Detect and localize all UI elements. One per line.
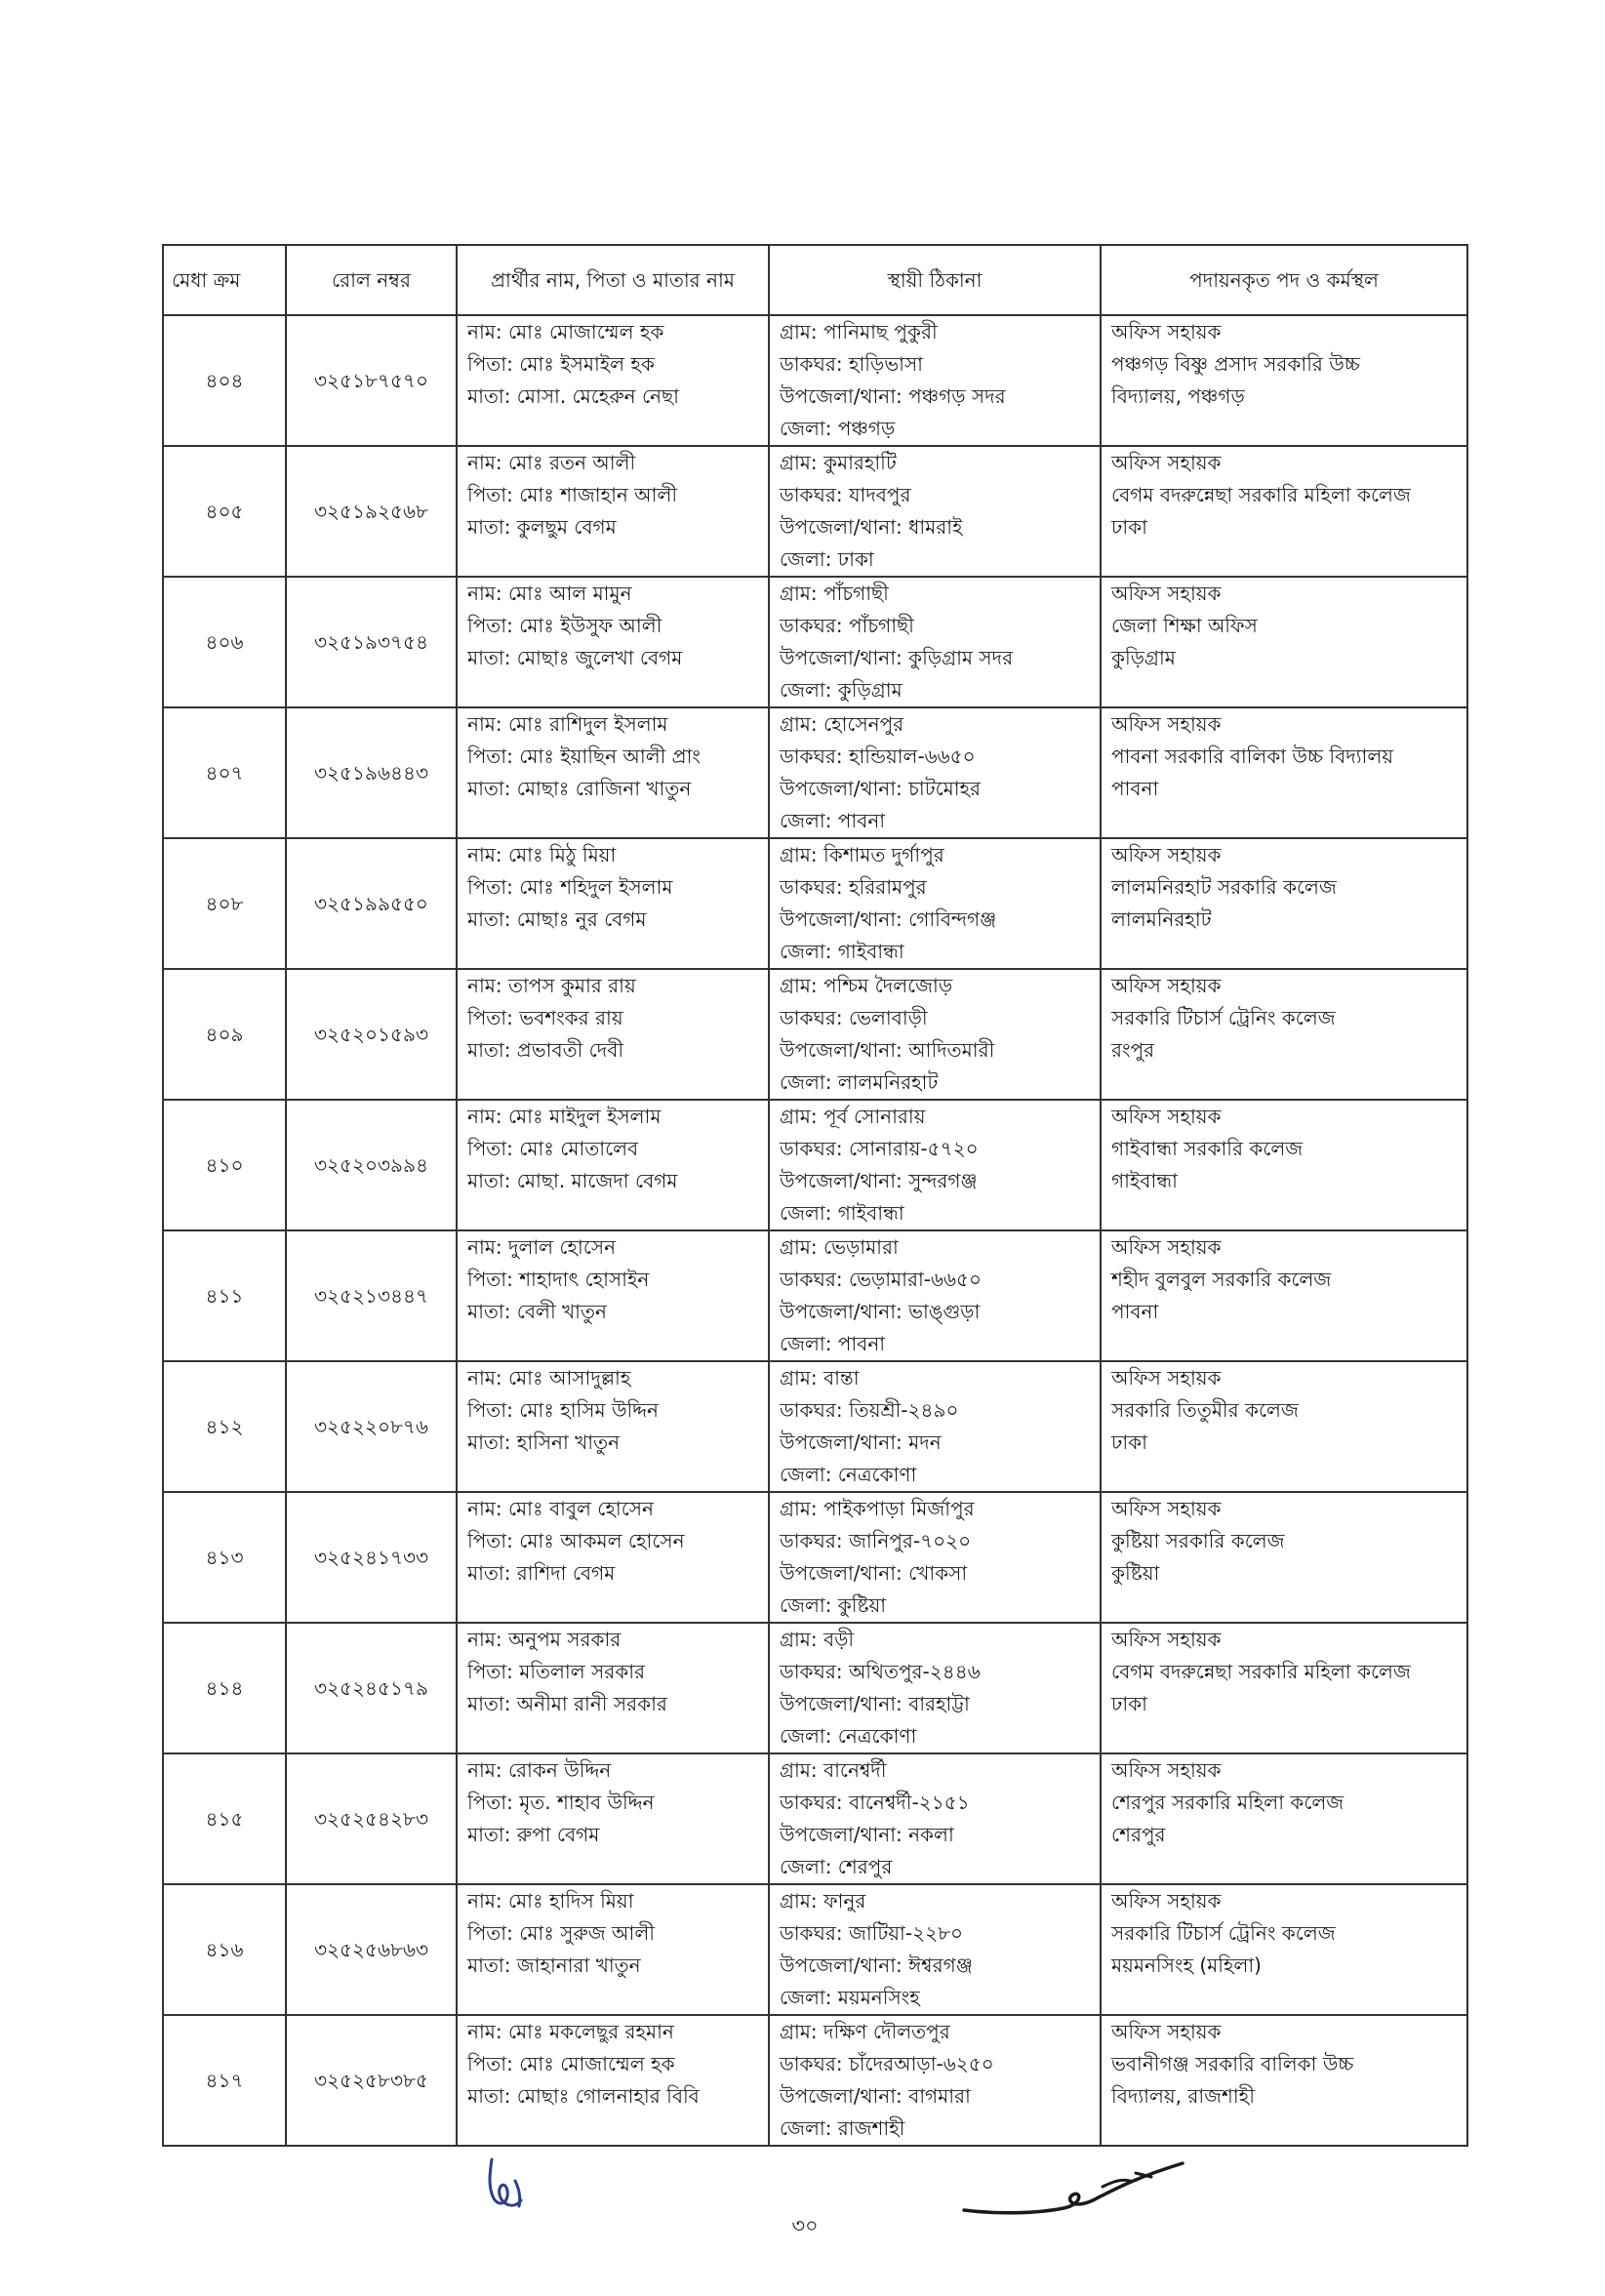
address-cell-line: গ্রাম: ভেড়ামারা [780,1235,899,1259]
merit-cell: ৪০৭ [163,707,286,838]
merit-cell: ৪০৫ [163,446,286,577]
address-cell-line: ডাকঘর: হাড়িভাসা [780,352,923,376]
address-cell [769,1100,1101,1230]
address-cell-line: ডাকঘর: সোনারায়-৫৭২০ [780,1137,979,1160]
address-cell-line: গ্রাম: পূর্ব সোনারায় [780,1105,926,1128]
merit-cell: ৪০৮ [163,838,286,969]
posting-cell-line: পাবনা [1111,777,1159,800]
posting-cell-line: বেগম বদরুন্নেছা সরকারি মহিলা কলেজ [1111,483,1411,506]
candidate-name-cell-line: পিতা: মোঃ ইউসুফ আলী [467,614,662,637]
posting-cell-line: অফিস সহায়ক [1111,1235,1222,1259]
address-cell-line: উপজেলা/থানা: আদিতমারী [780,1038,995,1062]
candidate-name-cell-line: নাম: মোঃ মোজাম্মেল হক [467,320,664,343]
roll-cell: ৩২৫২০১৫৯৩ [286,969,457,1100]
table-row [163,315,1467,446]
posting-cell [1101,1100,1467,1230]
candidate-name-cell [457,315,769,446]
candidate-name-cell-line: নাম: দুলাল হোসেন [467,1235,617,1259]
candidate-name-cell-line: পিতা: মোঃ সুরুজ আলী [467,1921,656,1945]
address-cell [769,577,1101,707]
candidate-name-cell [457,707,769,838]
candidate-name-cell-line: পিতা: মোঃ হাসিম উদ্দিন [467,1398,659,1422]
address-cell-line: ডাকঘর: হান্ডিয়াল-৬৬৫০ [780,745,976,768]
posting-cell [1101,1753,1467,1884]
address-cell-line: জেলা: কুষ্টিয়া [780,1593,887,1617]
posting-cell [1101,1884,1467,2015]
address-cell-line: উপজেলা/থানা: গোবিন্দগঞ্জ [780,907,997,931]
address-cell-line: উপজেলা/থানা: বারহাট্টা [780,1692,970,1715]
merit-cell: ৪০৬ [163,577,286,707]
merit-cell: ৪০৪ [163,315,286,446]
posting-cell [1101,2015,1467,2146]
candidate-name-cell [457,446,769,577]
address-cell-line: গ্রাম: বানেশ্বর্দী [780,1758,887,1782]
candidate-name-cell-line: মাতা: মোছাঃ নুর বেগম [467,907,647,931]
posting-cell-line: ময়মনসিংহ (মহিলা) [1111,1954,1262,1977]
address-cell-line: গ্রাম: পশ্চিম দৈলজোড় [780,974,953,997]
address-cell [769,1361,1101,1492]
address-cell-line: ডাকঘর: যাদবপুর [780,483,911,506]
posting-cell-line: অফিস সহায়ক [1111,320,1222,343]
candidate-name-cell-line: মাতা: অনীমা রানী সরকার [467,1692,667,1715]
roll-cell: ৩২৫২৫৬৮৬৩ [286,1884,457,2015]
posting-cell-line: রংপুর [1111,1038,1155,1062]
posting-cell [1101,969,1467,1100]
address-cell-line: গ্রাম: দক্ষিণ দৌলতপুর [780,2020,950,2043]
address-cell-line: ডাকঘর: জাটিয়া-২২৮০ [780,1921,964,1945]
roll-cell: ৩২৫২২০৮৭৬ [286,1361,457,1492]
posting-cell-line: শেরপুর [1111,1823,1166,1846]
candidate-name-cell-line: নাম: মোঃ মাইদুল ইসলাম [467,1105,662,1128]
address-cell-line: উপজেলা/থানা: পঞ্চগড় সদর [780,384,1006,408]
candidate-name-cell-line: নাম: তাপস কুমার রায় [467,974,636,997]
posting-cell-line: অফিস সহায়ক [1111,2020,1222,2043]
address-cell-line: উপজেলা/থানা: বাগমারা [780,2084,971,2108]
posting-cell-line: অফিস সহায়ক [1111,1628,1222,1651]
posting-cell-line: কুষ্টিয়া সরকারি কলেজ [1111,1529,1285,1552]
candidate-name-cell [457,969,769,1100]
table-row [163,707,1467,838]
address-cell [769,838,1101,969]
address-cell-line: জেলা: নেত্রকোণা [780,1724,917,1748]
candidate-name-cell-line: নাম: মোঃ বাবুল হোসেন [467,1497,654,1520]
table-body [163,315,1467,2146]
posting-cell-line: লালমনিরহাট [1111,907,1212,931]
posting-cell-line: অফিস সহায়ক [1111,1889,1222,1913]
candidate-name-cell-line: পিতা: মোঃ শহিদুল ইসলাম [467,875,673,899]
address-cell-line: জেলা: পাবনা [780,1332,886,1355]
address-cell [769,2015,1101,2146]
header-merit: মেধা ক্রম [163,245,286,315]
posting-cell-line: অফিস সহায়ক [1111,1366,1222,1390]
candidate-name-cell-line: মাতা: মোছা. মাজেদা বেগম [467,1169,678,1192]
table-row [163,577,1467,707]
header-address: স্থায়ী ঠিকানা [769,245,1101,315]
posting-cell-line: ঢাকা [1111,515,1147,539]
address-cell-line: গ্রাম: বান্তা [780,1366,860,1390]
posting-cell-line: ভবানীগঞ্জ সরকারি বালিকা উচ্চ [1111,2052,1354,2075]
address-cell [769,315,1101,446]
address-cell-line: উপজেলা/থানা: ভাঙ্গুড়া [780,1300,981,1323]
merit-cell: ৪১০ [163,1100,286,1230]
posting-cell [1101,1230,1467,1361]
candidate-name-cell-line: নাম: মোঃ হাদিস মিয়া [467,1889,634,1913]
address-cell-line: গ্রাম: ফানুর [780,1889,866,1913]
roll-cell: ৩২৫১৯৬৪৪৩ [286,707,457,838]
address-cell [769,707,1101,838]
address-cell-line: জেলা: গাইবান্ধা [780,1201,904,1225]
merit-cell: ৪১২ [163,1361,286,1492]
candidate-name-cell-line: মাতা: রাশিদা বেগম [467,1561,616,1585]
roll-cell: ৩২৫২৪১৭৩৩ [286,1492,457,1623]
roll-cell: ৩২৫২৪৫১৭৯ [286,1623,457,1753]
address-cell-line: ডাকঘর: হরিরামপুর [780,875,927,899]
posting-cell-line: অফিস সহায়ক [1111,974,1222,997]
merit-cell: ৪১৩ [163,1492,286,1623]
candidate-name-cell [457,1753,769,1884]
posting-cell [1101,1623,1467,1753]
candidate-name-cell-line: নাম: মোঃ আসাদুল্লাহ [467,1366,631,1390]
posting-cell-line: জেলা শিক্ষা অফিস [1111,614,1258,637]
posting-cell-line: বেগম বদরুন্নেছা সরকারি মহিলা কলেজ [1111,1660,1411,1683]
handwritten-initial-left [470,2152,548,2220]
address-cell [769,1753,1101,1884]
address-cell-line: জেলা: পাবনা [780,809,886,832]
candidate-name-cell-line: মাতা: কুলছুম বেগম [467,515,617,539]
posting-cell-line: পঞ্চগড় বিষ্ণু প্রসাদ সরকারি উচ্চ [1111,352,1360,376]
address-cell-line: গ্রাম: পাইকপাড়া মির্জাপুর [780,1497,975,1520]
candidate-name-cell-line: মাতা: প্রভাবতী দেবী [467,1038,624,1062]
roll-cell: ৩২৫১৯৩৭৫৪ [286,577,457,707]
candidate-name-cell-line: মাতা: হাসিনা খাতুন [467,1430,621,1454]
table-row [163,2015,1467,2146]
address-cell-line: জেলা: নেত্রকোণা [780,1463,917,1486]
candidate-name-cell [457,2015,769,2146]
posting-cell-line: অফিস সহায়ক [1111,843,1222,866]
candidate-name-cell [457,1100,769,1230]
candidate-name-cell-line: পিতা: মোঃ মোজাম্মেল হক [467,2052,675,2075]
address-cell-line: উপজেলা/থানা: মদন [780,1430,942,1454]
candidate-name-cell [457,1623,769,1753]
posting-cell [1101,1361,1467,1492]
posting-cell [1101,838,1467,969]
posting-cell-line: বিদ্যালয়, রাজশাহী [1111,2084,1255,2108]
address-cell [769,969,1101,1100]
address-cell-line: জেলা: রাজশাহী [780,2116,905,2140]
posting-cell [1101,446,1467,577]
table-row [163,969,1467,1100]
candidate-name-cell-line: নাম: মোঃ মিঠু মিয়া [467,843,617,866]
address-cell-line: জেলা: লালমনিরহাট [780,1070,939,1094]
posting-cell-line: অফিস সহায়ক [1111,1105,1222,1128]
candidate-name-cell-line: নাম: মোঃ রাশিদুল ইসলাম [467,712,668,736]
merit-cell: ৪১৭ [163,2015,286,2146]
address-cell-line: উপজেলা/থানা: সুন্দরগঞ্জ [780,1169,978,1192]
table-row [163,1230,1467,1361]
merit-cell: ৪১১ [163,1230,286,1361]
candidate-name-cell-line: নাম: মোঃ রতন আলী [467,451,636,474]
address-cell-line: গ্রাম: পাঁচগাছী [780,582,889,605]
table-row [163,838,1467,969]
posting-cell-line: অফিস সহায়ক [1111,712,1222,736]
posting-cell-line: কুড়িগ্রাম [1111,646,1176,669]
address-cell-line: উপজেলা/থানা: ধামরাই [780,515,963,539]
posting-cell-line: সরকারি টিচার্স ট্রেনিং কলেজ [1111,1921,1336,1945]
roll-cell: ৩২৫১৮৭৫৭০ [286,315,457,446]
posting-cell-line: অফিস সহায়ক [1111,1758,1222,1782]
address-cell-line: জেলা: গাইবান্ধা [780,940,904,963]
address-cell-line: ডাকঘর: পাঁচগাছী [780,614,914,637]
posting-cell-line: সরকারি তিতুমীর কলেজ [1111,1398,1299,1422]
posting-cell-line: কুষ্টিয়া [1111,1561,1160,1585]
address-cell-line: জেলা: কুড়িগ্রাম [780,678,903,702]
address-cell-line: উপজেলা/থানা: ঈশ্বরগঞ্জ [780,1954,973,1977]
posting-cell-line: অফিস সহায়ক [1111,451,1222,474]
merit-list-table [162,244,1468,2147]
table-header-row [163,245,1467,315]
posting-cell-line: শহীদ বুলবুল সরকারি কলেজ [1111,1268,1332,1291]
address-cell-line: ডাকঘর: ভেলাবাড়ী [780,1006,928,1029]
candidate-name-cell-line: পিতা: ভবশংকর রায় [467,1006,623,1029]
roll-cell: ৩২৫১৯৯৫৫০ [286,838,457,969]
address-cell [769,1884,1101,2015]
posting-cell [1101,707,1467,838]
roll-cell: ৩২৫২৫৮৩৮৫ [286,2015,457,2146]
candidate-name-cell-line: মাতা: বেলী খাতুন [467,1300,607,1323]
candidate-name-cell [457,838,769,969]
candidate-name-cell-line: পিতা: মতিলাল সরকার [467,1660,646,1683]
candidate-name-cell-line: পিতা: মোঃ ইসমাইল হক [467,352,655,376]
address-cell-line: উপজেলা/থানা: চাটমোহর [780,777,982,800]
posting-cell-line: গাইবান্ধা [1111,1169,1178,1192]
address-cell-line: উপজেলা/থানা: নকলা [780,1823,954,1846]
header-roll: রোল নম্বর [286,245,457,315]
address-cell-line: গ্রাম: পানিমাছ পুকুরী [780,320,938,343]
address-cell [769,1492,1101,1623]
address-cell-line: জেলা: শেরপুর [780,1855,893,1878]
address-cell [769,1230,1101,1361]
table-row [163,1361,1467,1492]
page-number: ৩০ [791,2214,819,2237]
address-cell [769,1623,1101,1753]
candidate-name-cell-line: মাতা: রুপা বেগম [467,1823,600,1846]
merit-cell: ৪১৬ [163,1884,286,2015]
merit-cell: ৪১৫ [163,1753,286,1884]
candidate-name-cell [457,1884,769,2015]
address-cell [769,446,1101,577]
address-cell-line: উপজেলা/থানা: কুড়িগ্রাম সদর [780,646,1014,669]
posting-cell-line: বিদ্যালয়, পঞ্চগড় [1111,384,1245,408]
candidate-name-cell-line: পিতা: মোঃ আকমল হোসেন [467,1529,685,1552]
address-cell-line: ডাকঘর: বানেশ্বর্দী-২১৫১ [780,1791,970,1814]
merit-cell: ৪১৪ [163,1623,286,1753]
posting-cell [1101,577,1467,707]
posting-cell-line: অফিস সহায়ক [1111,1497,1222,1520]
table-row [163,1884,1467,2015]
candidate-name-cell-line: মাতা: জাহানারা খাতুন [467,1954,641,1977]
address-cell-line: ডাকঘর: তিয়শ্রী-২৪৯০ [780,1398,959,1422]
candidate-name-cell-line: নাম: মোঃ মকলেছুর রহমান [467,2020,674,2043]
address-cell-line: গ্রাম: হোসেনপুর [780,712,904,736]
posting-cell-line: শেরপুর সরকারি মহিলা কলেজ [1111,1791,1344,1814]
candidate-name-cell-line: পিতা: মৃত. শাহাব উদ্দিন [467,1791,655,1814]
candidate-name-cell-line: মাতা: মোছাঃ রোজিনা খাতুন [467,777,692,800]
candidate-name-cell [457,577,769,707]
address-cell-line: জেলা: ঢাকা [780,547,874,571]
candidate-name-cell-line: মাতা: মোছাঃ গোলনাহার বিবি [467,2084,700,2108]
address-cell-line: গ্রাম: কুমারহাটি [780,451,897,474]
candidate-name-cell-line: পিতা: মোঃ শাজাহান আলী [467,483,678,506]
posting-cell-line: পাবনা [1111,1300,1159,1323]
candidate-name-cell-line: নাম: মোঃ আল মামুন [467,582,632,605]
posting-cell [1101,1492,1467,1623]
candidate-name-cell-line: পিতা: মোঃ ইয়াছিন আলী প্রাং [467,745,702,768]
roll-cell: ৩২৫১৯২৫৬৮ [286,446,457,577]
address-cell-line: গ্রাম: কিশামত দুর্গাপুর [780,843,944,866]
table-row [163,1100,1467,1230]
candidate-name-cell-line: মাতা: মোছাঃ জুলেখা বেগম [467,646,683,669]
posting-cell-line: গাইবান্ধা সরকারি কলেজ [1111,1137,1304,1160]
address-cell-line: জেলা: পঞ্চগড় [780,417,896,440]
roll-cell: ৩২৫২৫৪২৮৩ [286,1753,457,1884]
table-row [163,1753,1467,1884]
roll-cell: ৩২৫২০৩৯৯৪ [286,1100,457,1230]
candidate-name-cell [457,1492,769,1623]
table-row [163,446,1467,577]
roll-cell: ৩২৫২১৩৪৪৭ [286,1230,457,1361]
posting-cell-line: অফিস সহায়ক [1111,582,1222,605]
address-cell-line: গ্রাম: বড়ী [780,1628,855,1651]
candidate-name-cell-line: নাম: রোকন উদ্দিন [467,1758,612,1782]
table-row [163,1623,1467,1753]
posting-cell-line: সরকারি টিচার্স ট্রেনিং কলেজ [1111,1006,1336,1029]
candidate-name-cell-line: পিতা: শাহাদাৎ হোসাইন [467,1268,650,1291]
address-cell-line: ডাকঘর: জানিপুর-৭০২০ [780,1529,972,1552]
candidate-name-cell-line: পিতা: মোঃ মোতালেব [467,1137,639,1160]
posting-cell-line: পাবনা সরকারি বালিকা উচ্চ বিদ্যালয় [1111,745,1394,768]
address-cell-line: ডাকঘর: ভেড়ামারা-৬৬৫০ [780,1268,982,1291]
address-cell-line: ডাকঘর: চাঁদেরআড়া-৬২৫০ [780,2052,994,2075]
address-cell-line: উপজেলা/থানা: খোকসা [780,1561,968,1585]
posting-cell-line: ঢাকা [1111,1430,1147,1454]
candidate-name-cell-line: নাম: অনুপম সরকার [467,1628,622,1651]
table-row [163,1492,1467,1623]
candidate-name-cell [457,1230,769,1361]
merit-cell: ৪০৯ [163,969,286,1100]
header-name: প্রার্থীর নাম, পিতা ও মাতার নাম [457,245,769,315]
handwritten-signature-right [956,2152,1200,2230]
candidate-name-cell-line: মাতা: মোসা. মেহেরুন নেছা [467,384,679,408]
posting-cell [1101,315,1467,446]
address-cell-line: জেলা: ময়মনসিংহ [780,1986,920,2009]
posting-cell-line: লালমনিরহাট সরকারি কলেজ [1111,875,1337,899]
posting-cell-line: ঢাকা [1111,1692,1147,1715]
header-post: পদায়নকৃত পদ ও কর্মস্থল [1101,245,1467,315]
candidate-name-cell [457,1361,769,1492]
address-cell-line: ডাকঘর: অথিতপুর-২৪৪৬ [780,1660,981,1683]
